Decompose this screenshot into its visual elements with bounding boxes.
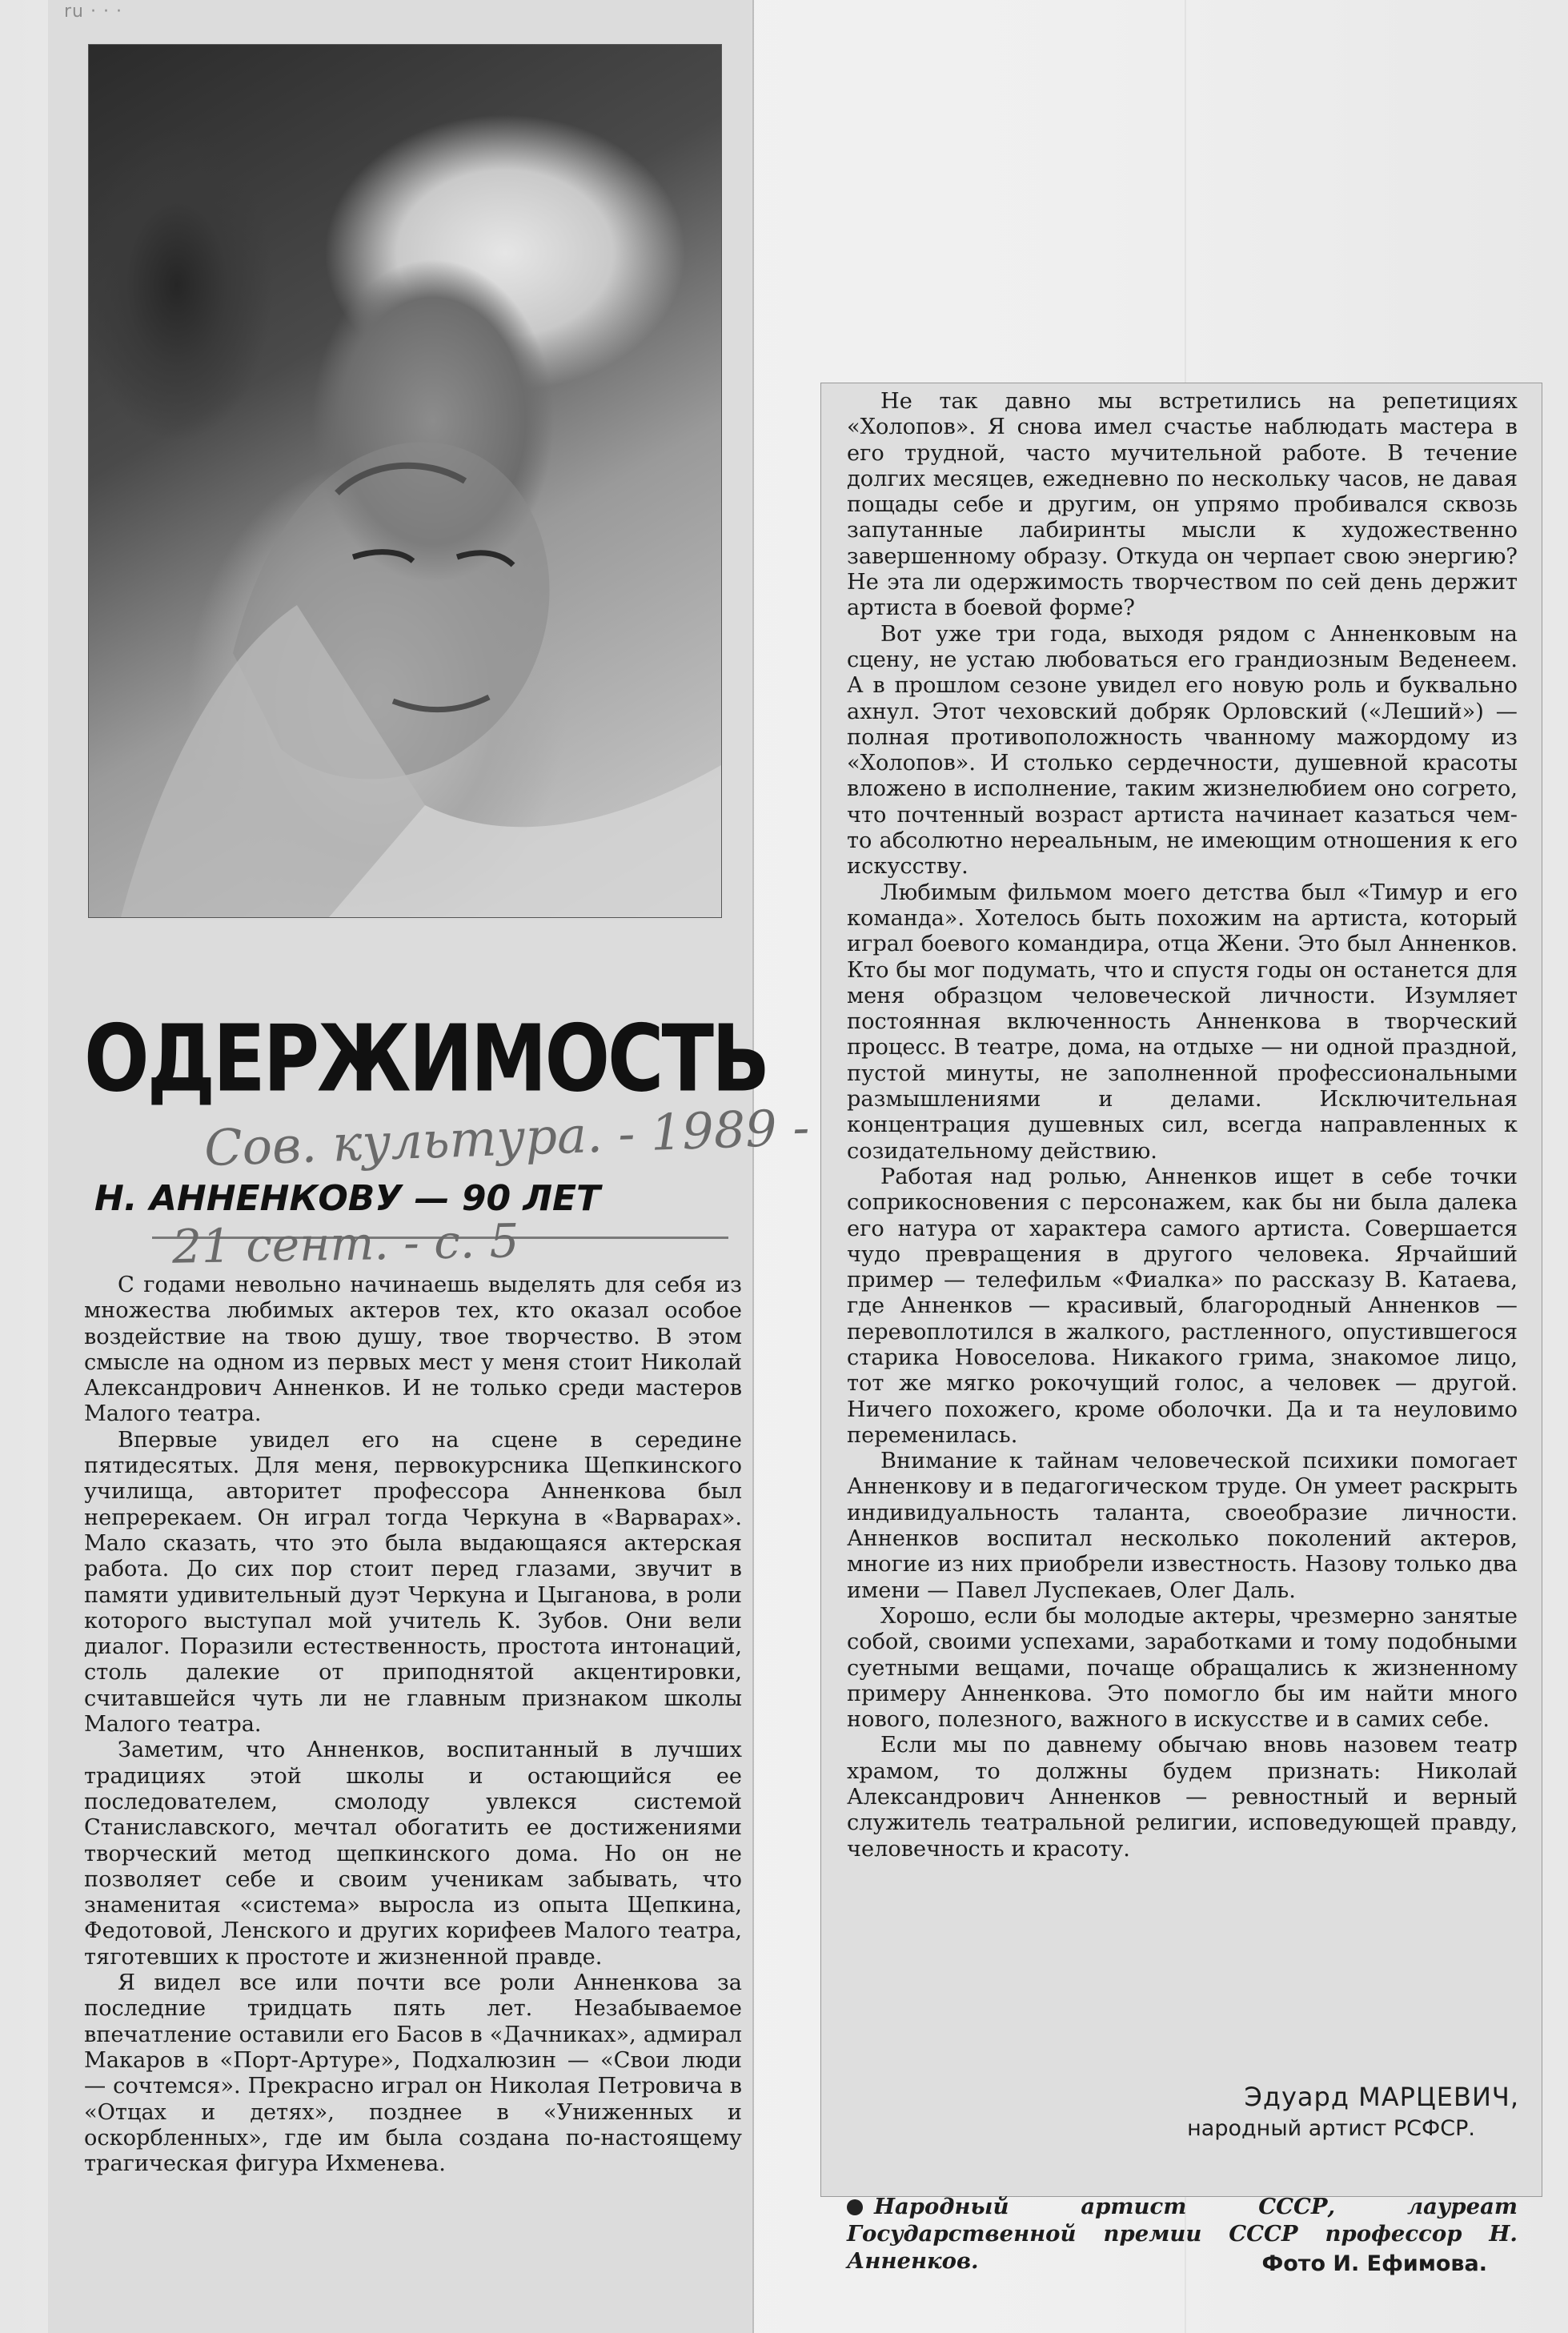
headline: ОДЕРЖИМОСТЬ <box>84 1004 768 1113</box>
paragraph: Я видел все или почти все роли Анненкова за последние тридцать пять лет. Незабываемое впечатление оставили его Басов в «Дачниках», адмирал Макаров в «Порт-Артуре», Подхалюзин — «Свои люди — сочтемся». Прекрасно играл он Николая Петровича в «Отцах и детях», позднее в «Униженных и оскорбленных», где им была создана по-настоящему трагическая фигура Ихменева. <box>84 1970 742 2177</box>
paragraph: Если мы по давнему обычаю вновь назовем театр храмом, то должны будем признать: Николай Александрович Анненков — ревностный и верный служитель театральной религии, исповедующей правду, человечность и красоту. <box>847 1733 1518 1862</box>
paragraph: Не так давно мы встретились на репетициях «Холопов». Я снова имел счастье наблюдать мастера в его трудной, часто мучительной работе. В течение долгих месяцев, ежедневно по нескольку часов, не давая пощады себе и другим, он упрямо пробивался сквозь запутанные лабиринты мысли к художественно завершенному образу. Откуда он черпает свою энергию? Не эта ли одержимость творчеством по сей день держит артиста в боевой форме? <box>847 389 1518 621</box>
paragraph: Вот уже три года, выходя рядом с Анненковым на сцену, не устаю любоваться его грандиозным Веденеем. А в прошлом сезоне увидел его новую роль и буквально ахнул. Этот чеховский добряк Орловский («Леший») — полная противоположность чванному мажордому из «Холопов». И столько сердечности, душевной красоты вложено в исполнение, таким жизнелюбием оно согрето, что почтенный возраст артиста начинает казаться чем-то абсолютно нереальным, не имеющим отношения к его искусству. <box>847 621 1518 880</box>
paragraph: Любимым фильмом моего детства был «Тимур и его команда». Хотелось быть похожим на артиста, который играл боевого командира, отца Жени. Это был Анненков. Кто бы мог подумать, что и спустя годы он останется для меня образцом человеческой личности. Изумляет постоянная включенность Анненкова в творческий процесс. В театре, дома, на отдыхе — ни одной праздной, пустой минуты, не заполненной профессиональными размышлениями и делами. Исключительная концентрация душевных сил, всегда направленных к созидательному действию. <box>847 880 1518 1164</box>
paragraph: Хорошо, если бы молодые актеры, чрезмерно занятые собой, своими успехами, заработками и тому подобными суетными вещами, почаще обращались к жизненному примеру Анненкова. Это помогло бы им найти много нового, полезного, важного в искусстве и в самих себе. <box>847 1603 1518 1733</box>
paragraph: Впервые увидел его на сцене в середине пятидесятых. Для меня, первокурсника Щепкинского училища, авторитет профессора Анненкова был непререкаем. Он играл тогда Черкуна в «Варварах». Мало сказать, что это была выдающаяся актерская работа. До сих пор стоит перед глазами, звучит в памяти удивительный дуэт Черкуна и Цыганова, в роли которого выступал мой учитель К. Зубов. Они вели диалог. Поразили естественность, простота интонаций, столь далекие от приподнятой акцентировки, считавшейся чуть ли не главным признаком школы Малого театра. <box>84 1427 742 1738</box>
handwritten-date: 21 сент. - с. 5 <box>171 1213 519 1274</box>
portrait-photo <box>88 44 722 918</box>
photo-caption-text: Народный артист СССР, лауреат Государственной премии СССР профессор Н. Анненков. <box>847 2194 1518 2274</box>
portrait-sketch <box>89 45 721 917</box>
right-article-column <box>847 389 1518 1862</box>
paragraph: Внимание к тайнам человеческой психики помогает Анненкову и в педагогическом труде. Он умеет раскрыть индивидуальность таланта, своеобразие личности. Анненков воспитал несколько поколений актеров, многие из них приобрели известность. Назову только два имени — Павел Луспекаев, Олег Даль. <box>847 1449 1518 1603</box>
top-bleed-text: ru · · · <box>64 2 122 22</box>
paragraph: Заметим, что Анненков, воспитанный в лучших традициях этой школы и остающийся ее последователем, смолоду увлекся системой Станиславского, мечтал обогатить ее достижениями творческий метод щепкинского дома. Но он не позволяет себе и своим ученикам забывать, что знаменитая «система» выросла из опыта Щепкина, Федотовой, Ленского и других корифеев Малого театра, тяготевших к простоте и жизненной правде. <box>84 1738 742 1970</box>
handwritten-source: Сов. культура. - 1989 - <box>203 1097 811 1178</box>
author-name: Эдуард МАРЦЕВИЧ, <box>1244 2082 1519 2112</box>
paragraph: Работая над ролью, Анненков ищет в себе точки соприкосновения с персонажем, как бы ни была далека его натура от характера самого артиста. Совершается чудо превращения в другого человека. Ярчайший пример — телефильм «Фиалка» по рассказу В. Катаева, где Анненков — красивый, благородный Анненков — перевоплотился в жалкого, растленного, опустившегося старика Новоселова. Никакого грима, знакомое лицо, тот же мягко рокочущий голос, а человек — другой. Ничего похожего, кроме оболочки. Да и та неуловимо переменилась. <box>847 1164 1518 1448</box>
bullet-icon <box>847 2199 863 2215</box>
photo-credit: Фото И. Ефимова. <box>1261 2251 1487 2276</box>
subheadline: Н. АННЕНКОВУ — 90 ЛЕТ <box>94 1178 601 1219</box>
left-article-column <box>84 1273 742 2177</box>
paragraph: С годами невольно начинаешь выделять для себя из множества любимых актеров тех, кто оказал особое воздействие на твою душу, твое творчество. В этом смысле на одном из первых мест у меня стоит Николай Александрович Анненков. И не только среди мастеров Малого театра. <box>84 1273 742 1427</box>
author-title: народный артист РСФСР. <box>1187 2116 1475 2141</box>
